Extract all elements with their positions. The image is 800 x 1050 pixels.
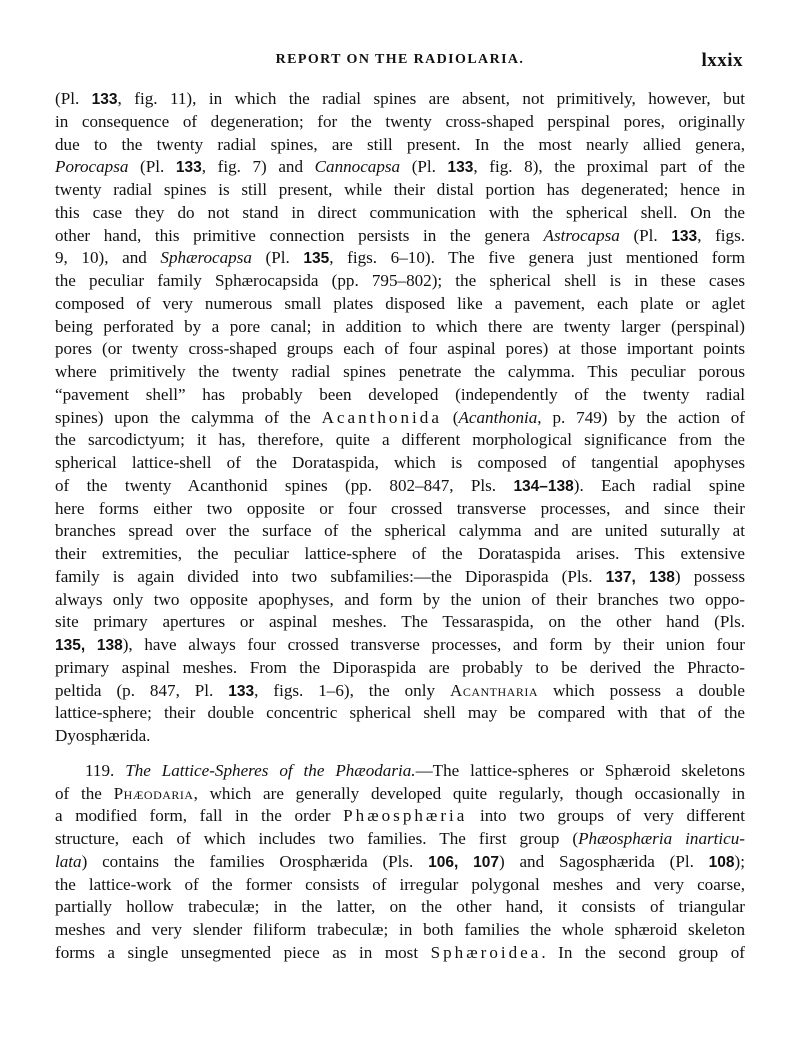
- text-line: here forms either two opposite or four crossed transverse processes, and since their: [55, 498, 745, 518]
- text-line: the sarcodictyum; it has, therefore, quite a different morphological significance from the: [55, 430, 745, 450]
- text-line: 119. The Lattice-Spheres of the Phæodaria.—The lattice-spheres or Sphæroid skeletons: [85, 760, 745, 780]
- text-line: partially hollow trabeculæ; in the latter, on the other hand, it consists of triangular: [55, 897, 745, 917]
- text-line: twenty radial spines is still present, while their distal portion has degenerated; hence in: [55, 180, 745, 199]
- text-line: due to the twenty radial spines, are still present. In the most nearly allied genera,: [55, 134, 745, 154]
- paragraph-119: [55, 760, 745, 965]
- text-line: where primitively the twenty radial spines penetrate the calymma. This peculiar porous: [55, 362, 745, 381]
- text-line: in consequence of degeneration; for the twenty cross-shaped perspinal pores, originally: [55, 111, 745, 131]
- text-line: peltida (p. 847, Pl. 133, figs. 1–6), the only Acantharia which possess a double: [55, 680, 745, 700]
- text-line: their extremities, the peculiar lattice-sphere of the Dorataspida arises. This extensive: [55, 544, 745, 563]
- text-line: “pavement shell” has probably been developed (independently of the twenty radial: [55, 384, 745, 404]
- text-line: Porocapsa (Pl. 133, fig. 7) and Cannocapsa (Pl. 133, fig. 8), the proximal part of the: [55, 157, 745, 177]
- text-line: of the Phæodaria, which are generally developed quite regularly, though occasionally in: [55, 783, 746, 803]
- text-line: branches spread over the surface of the spherical calymma and are united suturally at: [55, 521, 745, 541]
- text-line: spherical lattice-shell of the Dorataspida, which is composed of tangential apophyses: [55, 453, 745, 472]
- text-line: 135, 138), have always four crossed transverse processes, and form by their union four: [55, 635, 745, 654]
- running-title: REPORT ON THE RADIOLARIA.: [275, 52, 525, 67]
- page-number: lxxix: [701, 50, 743, 71]
- paragraph-gap: [55, 748, 745, 760]
- text-line: meshes and very slender filiform trabeculæ; in both families the whole sphæroid skeleton: [55, 920, 745, 939]
- text-line: of the twenty Acanthonid spines (pp. 802–847, Pls. 134–138). Each radial spine: [55, 475, 745, 495]
- paragraph-118-continuation: [55, 88, 745, 748]
- section-number: 119.: [85, 760, 126, 780]
- text-line: composed of very numerous small plates disposed like a pavement, each plate or aglet: [55, 293, 745, 313]
- text-line: family is again divided into two subfamilies:—the Diporaspida (Pls. 137, 138) possess: [55, 566, 745, 586]
- text-line: site primary apertures or aspinal meshes. The Tessaraspida, on the other hand (Pls.: [55, 612, 745, 632]
- section-heading: The Lattice-Spheres of the Phæodaria.: [125, 760, 416, 780]
- text-line: 9, 10), and Sphærocapsa (Pl. 135, figs. 6–10). The five genera just mentioned form: [55, 248, 746, 268]
- text-line: a modified form, fall in the order Phæosphæria into two groups of very different: [55, 806, 745, 826]
- text-line: forms a single unsegmented piece as in most Sphæroidea. In the second group of: [55, 942, 746, 962]
- text-line: other hand, this primitive connection persists in the genera Astrocapsa (Pl. 133, figs.: [55, 225, 745, 245]
- text-line: Dyosphærida.: [55, 726, 151, 745]
- text-line: lattice-sphere; their double concentric spherical shell may be compared with that of the: [55, 703, 745, 723]
- text-line: being perforated by a pore canal; in addition to which there are twenty larger (perspinal): [55, 316, 745, 336]
- body-text: [55, 88, 745, 965]
- text-line: the peculiar family Sphærocapsida (pp. 795–802); the spherical shell is in these cases: [55, 271, 745, 290]
- text-line: (Pl. 133, fig. 11), in which the radial spines are absent, not primitively, however, but: [55, 89, 745, 108]
- text-line: pores (or twenty cross-shaped groups each of four aspinal pores) at those important points: [55, 339, 745, 359]
- running-head: [55, 50, 745, 76]
- text-line: lata) contains the families Orosphærida (Pls. 106, 107) and Sagosphærida (Pl. 108);: [55, 851, 745, 871]
- text-line: this case they do not stand in direct communication with the spherical shell. On the: [55, 202, 745, 222]
- text-line: always only two opposite apophyses, and form by the union of their branches two oppo-: [55, 589, 745, 609]
- text-line: spines) upon the calymma of the Acanthonida (Acanthonia, p. 749) by the action of: [55, 407, 745, 427]
- text-line: structure, each of which includes two families. The first group (Phæosphæria inarticu-: [55, 829, 745, 848]
- text-line: the lattice-work of the former consists of irregular polygonal meshes and very coarse,: [55, 874, 745, 894]
- text-line: primary aspinal meshes. From the Diporaspida are probably to be derived the Phracto-: [55, 657, 745, 677]
